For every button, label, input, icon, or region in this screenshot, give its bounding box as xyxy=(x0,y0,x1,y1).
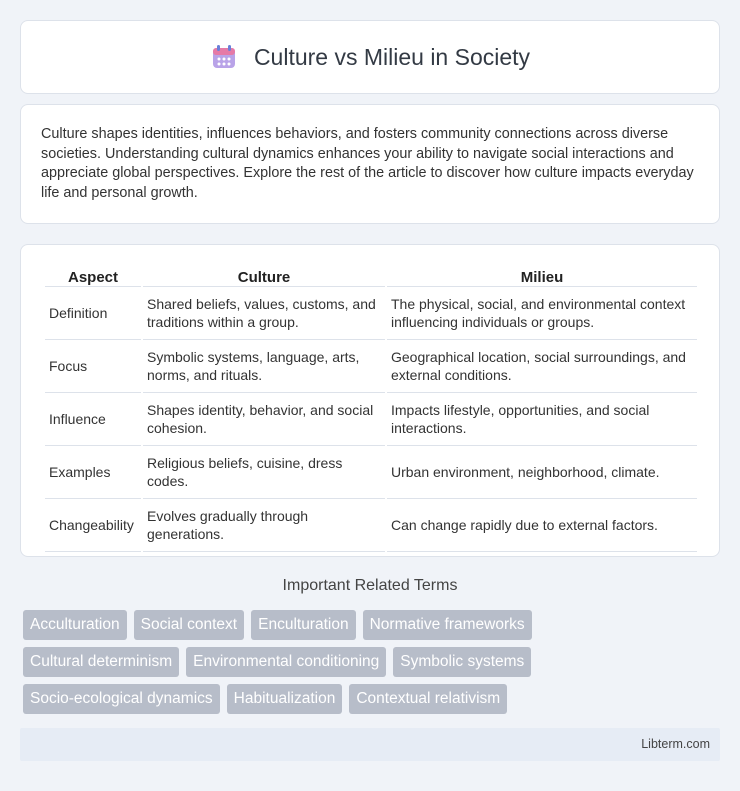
tag-habitualization[interactable]: Habitualization xyxy=(227,684,343,714)
related-terms-list xyxy=(23,610,723,721)
cell-aspect: Influence xyxy=(45,393,141,446)
cell-culture: Evolves gradually through generations. xyxy=(143,499,385,552)
header-card xyxy=(20,20,720,94)
page-title: Culture vs Milieu in Society xyxy=(253,43,531,70)
cell-culture: Shapes identity, behavior, and social cohesion. xyxy=(143,393,385,446)
cell-culture: Religious beliefs, cuisine, dress codes. xyxy=(143,446,385,499)
table-row xyxy=(45,446,697,499)
table-row xyxy=(45,499,697,552)
cell-aspect: Definition xyxy=(45,287,141,340)
cell-milieu: Impacts lifestyle, opportunities, and social interactions. xyxy=(387,393,697,446)
cell-milieu: Can change rapidly due to external factors. xyxy=(387,499,697,552)
cell-aspect: Changeability xyxy=(45,499,141,552)
tag-symbolic-systems[interactable]: Symbolic systems xyxy=(393,647,531,677)
footer-site-link[interactable]: Libterm.com xyxy=(641,737,710,751)
tag-social-context[interactable]: Social context xyxy=(134,610,245,640)
title-wrap xyxy=(210,43,530,71)
table-row xyxy=(45,340,697,393)
tag-socio-ecological-dynamics[interactable]: Socio-ecological dynamics xyxy=(23,684,220,714)
tag-cultural-determinism[interactable]: Cultural determinism xyxy=(23,647,179,677)
header-culture: Culture xyxy=(143,265,385,287)
cell-culture: Shared beliefs, values, customs, and traditions within a group. xyxy=(143,287,385,340)
intro-card xyxy=(20,104,720,224)
cell-milieu: Geographical location, social surroundings, and external conditions. xyxy=(387,340,697,393)
comparison-table-card xyxy=(20,244,720,557)
tag-enculturation[interactable]: Enculturation xyxy=(251,610,355,640)
calendar-icon xyxy=(210,43,238,71)
tag-row xyxy=(23,684,723,714)
table-row xyxy=(45,393,697,446)
footer xyxy=(20,728,720,761)
tag-acculturation[interactable]: Acculturation xyxy=(23,610,127,640)
tag-contextual-relativism[interactable]: Contextual relativism xyxy=(349,684,507,714)
tag-environmental-conditioning[interactable]: Environmental conditioning xyxy=(186,647,386,677)
comparison-table xyxy=(43,265,699,552)
cell-aspect: Focus xyxy=(45,340,141,393)
cell-aspect: Examples xyxy=(45,446,141,499)
header-milieu: Milieu xyxy=(387,265,697,287)
cell-culture: Symbolic systems, language, arts, norms, and rituals. xyxy=(143,340,385,393)
intro-text: Culture shapes identities, influences behaviors, and fosters community connections across diverse societies. Understanding cultural dynamics enhances your ability to navigate social interactions and appreciate global perspectives. Explore the rest of the article to discover how culture impacts everyday life and personal growth. xyxy=(41,126,694,201)
tag-row xyxy=(23,647,723,677)
related-terms-title: Important Related Terms xyxy=(282,577,458,594)
tag-normative-frameworks[interactable]: Normative frameworks xyxy=(363,610,532,640)
cell-milieu: Urban environment, neighborhood, climate. xyxy=(387,446,697,499)
header-aspect: Aspect xyxy=(45,265,141,287)
table-header-row xyxy=(45,265,697,287)
cell-milieu: The physical, social, and environmental context influencing individuals or groups. xyxy=(387,287,697,340)
table-row xyxy=(45,287,697,340)
tag-row xyxy=(23,610,723,640)
